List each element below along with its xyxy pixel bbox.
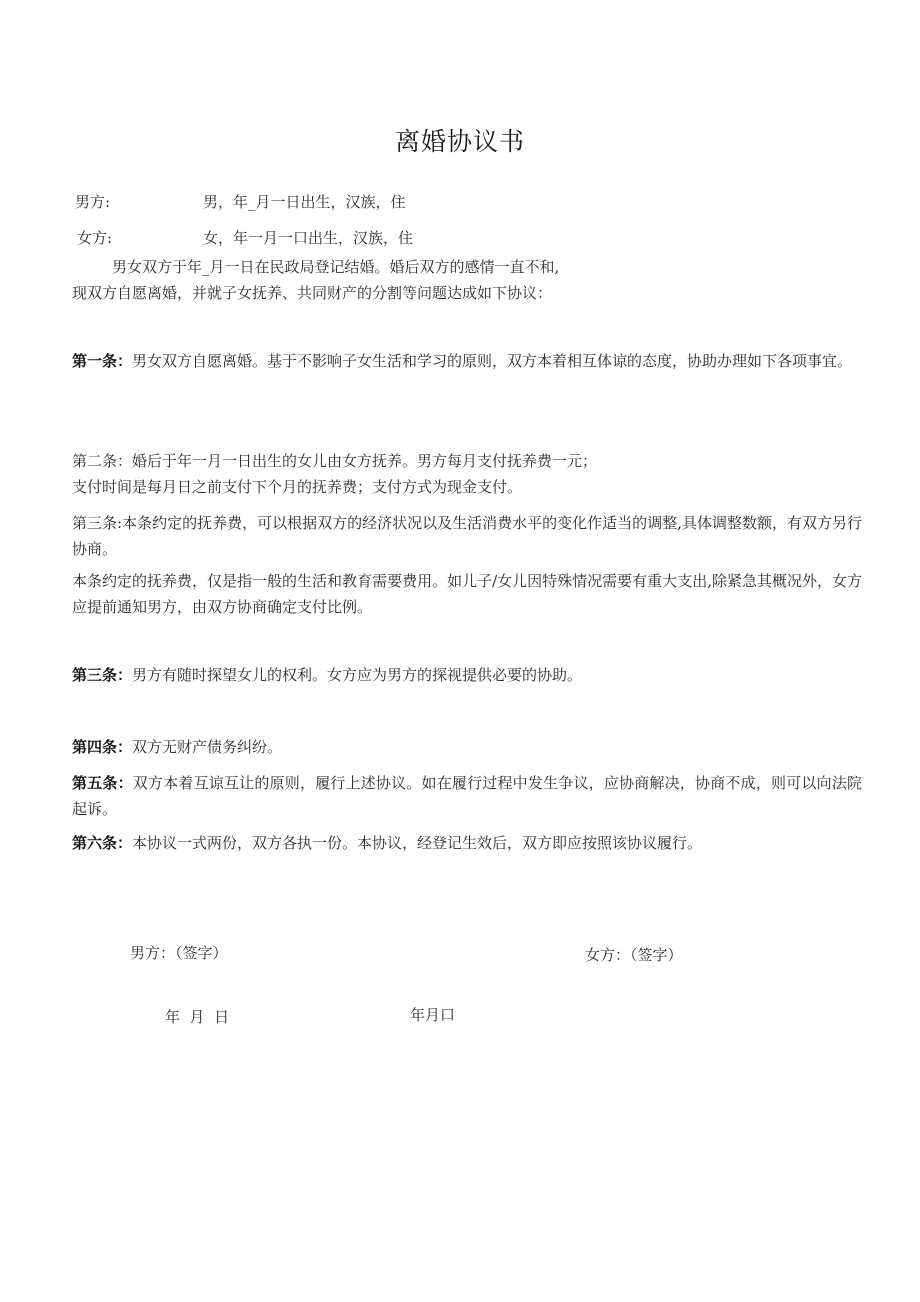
clause-3-text: 本条约定的抚养费，可以根据双方的经济状况以及生活消费水平的变化作适当的调整,具体调整数额，有双方另行协商。 [72,514,862,558]
female-party-label: 女方: [77,229,113,247]
clause-4 [72,734,862,760]
clause-4-label: 第四条： [72,738,133,756]
document-title: 离婚协议书 [394,127,525,156]
clause-2-label: 第二条： [72,452,133,470]
clause-6-label: 第六条： [72,834,133,852]
male-signature-label: 男方：（签字） [130,944,228,962]
clause-3-continuation [72,568,862,620]
female-signature-label: 女方：（签字） [585,946,683,964]
clause-2 [72,448,862,500]
clause-6-text: 本协议一式两份，双方各执一份。本协议，经登记生效后，双方即应按照该协议履行。 [132,834,703,852]
female-party-info: 女，年一月一口出生，汉族，住 [203,229,414,247]
clause-3-label: 第三条: [72,514,123,532]
clause-4-text: 双方无财产债务纠纷。 [132,738,283,756]
clause-5-label: 第五条： [72,774,133,792]
clause-5 [72,770,862,822]
clause-3-adjustment [72,510,862,562]
clause-3v-label: 第三条： [72,666,133,684]
clause-3b-text: 本条约定的抚养费，仅是指一般的生活和教育需要费用。如儿子/女儿因特殊情况需要有重大支出,除紧急其概况外，女方应提前通知男方，由双方协商确定支付比例。 [72,572,862,616]
intro-line-1: 男女双方于年_月一日在民政局登记结婚。婚后双方的感情一直不和, [112,258,560,276]
clause-1-label: 第一条： [72,352,133,370]
clause-5-text: 双方本着互谅互让的原则，履行上述协议。如在履行过程中发生争议，应协商解决，协商不成，则可以向法院起诉。 [72,774,862,818]
female-date: 年月口 [410,1006,456,1024]
clause-3-visitation [72,662,862,688]
clause-3v-text: 男方有随时探望女儿的权利。女方应为男方的探视提供必要的协助。 [132,666,583,684]
male-date: 年 月 日 [165,1008,230,1026]
clause-6 [72,830,862,856]
male-party-label: 男方: [75,193,111,211]
male-party-info: 男，年_月一日出生，汉族，住 [203,193,406,211]
clause-1-text: 男女双方自愿离婚。基于不影响子女生活和学习的原则，双方本着相互体谅的态度，协助办理如下各项事宜。 [132,352,853,370]
clause-2-text-2: 支付时间是每月日之前支付下个月的抚养费；支付方式为现金支付。 [72,478,523,496]
intro-line-2: 现双方自愿离婚，并就子女抚养、共同财产的分割等问题达成如下协议： [72,284,553,302]
clause-2-text: 婚后于年一月一日出生的女儿由女方抚养。男方每月支付抚养费一元； [132,452,598,470]
clause-1 [72,348,862,374]
